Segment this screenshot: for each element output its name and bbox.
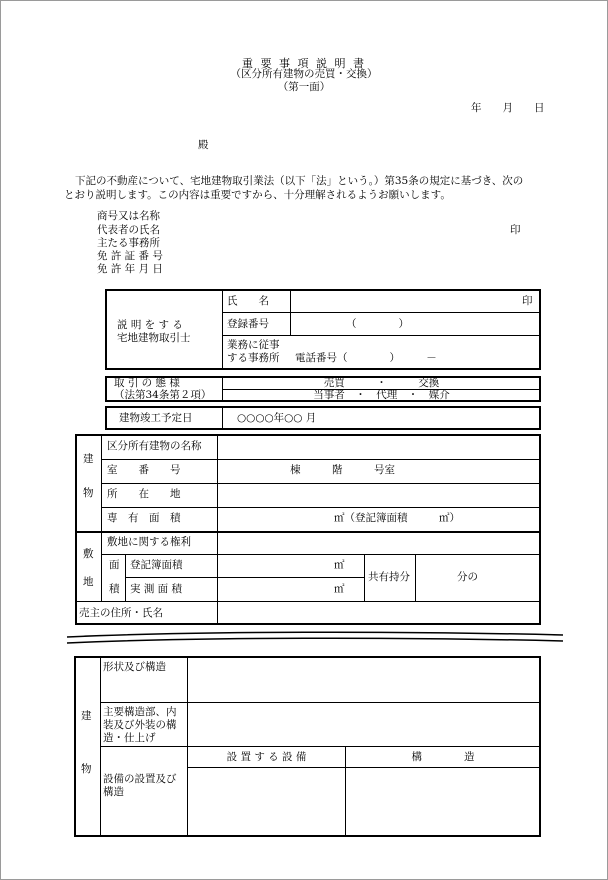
details-group-label-1: 建 [81, 710, 92, 722]
main-office-label: 主たる事務所 [97, 237, 160, 249]
registered-area-label: 登記簿面積 [130, 559, 183, 571]
details-group-label-2: 物 [81, 763, 92, 775]
seller-label: 売主の住所・氏名 [79, 607, 163, 619]
land-group-label-1: 敷 [83, 548, 94, 560]
transaction-options-1: 売買 ・ 交換 [323, 377, 440, 389]
building-group-label-1: 建 [83, 453, 94, 465]
break-line-top [67, 632, 563, 637]
registration-number-label: 登録番号 [227, 318, 269, 330]
agent-seal: 印 [522, 295, 533, 307]
land-rights-label: 敷地に関する権利 [107, 536, 191, 548]
location-label: 所 在 地 [107, 488, 181, 500]
office-label-2: する事務所 [227, 352, 280, 364]
completion-date-label: 建物竣工予定日 [119, 412, 193, 424]
room-number-label: 室 番 号 [107, 464, 181, 476]
phone-number-field: 電話番号（ ） － [295, 352, 437, 364]
license-date-label: 免 許 年 月 日 [97, 263, 163, 275]
measured-area-label: 実 測 面 積 [130, 583, 183, 595]
shape-structure-label: 形状及び構造 [103, 661, 166, 673]
completion-date-value: ○○○○年○○ 月 [237, 412, 317, 424]
agent-section-label-1: 説 明 を す る [117, 319, 183, 331]
area-group-bottom: 積 [109, 583, 120, 595]
installed-equipment-header: 設 置 す る 設 備 [226, 751, 307, 763]
measured-area-unit: ㎡ [334, 583, 345, 595]
office-label-1: 業務に従事 [227, 339, 280, 351]
document-subtitle: （区分所有建物の売買・交換） [230, 68, 378, 80]
property-table [75, 434, 541, 625]
intro-line-2: とおり説明します。この内容は重要ですから、十分理解されるようお願いします。 [64, 189, 451, 201]
equipment-label-2: 構造 [103, 786, 124, 798]
date-field: 年 月 日 [471, 102, 545, 114]
agent-name-label: 氏 名 [227, 295, 269, 307]
transaction-options-2: 当事者 ・ 代理 ・ 媒介 [313, 389, 450, 401]
transaction-label-2: （法第34条第２項） [114, 389, 212, 401]
break-line-bottom [67, 638, 563, 643]
share-label: 共有持分 [368, 571, 410, 583]
addressee-suffix: 殿 [198, 139, 209, 151]
license-number-label: 免 許 証 番 号 [97, 250, 163, 262]
area-group-top: 面 [109, 559, 120, 571]
land-group-label-2: 地 [83, 576, 94, 588]
main-structure-label-1: 主要構造部、内 [103, 706, 177, 718]
registration-number-value: （ ） [346, 318, 409, 330]
transaction-label-1: 取 引 の 態 様 [114, 377, 180, 389]
equipment-label-1: 設備の設置及び [103, 773, 177, 785]
registered-area-unit: ㎡ [334, 559, 345, 571]
trade-name-label: 商号又は名称 [97, 210, 160, 222]
exclusive-area-label: 専 有 面 積 [107, 512, 181, 524]
representative-label: 代表者の氏名 [97, 224, 160, 236]
structure-header: 構 造 [411, 751, 475, 763]
share-value: 分の [457, 571, 478, 583]
document-title: 重 要 事 項 説 明 書 [242, 57, 366, 70]
company-seal: 印 [510, 224, 521, 236]
building-name-label: 区分所有建物の名称 [107, 440, 202, 452]
intro-line-1: 下記の不動産について、宅地建物取引業法（以下「法」という。）第35条の規定に基づき、次の [75, 175, 524, 187]
agent-section-label-2: 宅地建物取引士 [117, 332, 191, 344]
page-break-lines [1, 627, 607, 649]
exclusive-area-value: ㎡（登記簿面積 ㎡） [334, 512, 460, 524]
main-structure-label-3: 造・仕上げ [103, 732, 156, 744]
room-number-value: 棟 階 号室 [290, 464, 395, 476]
page-label: （第一面） [277, 81, 331, 93]
main-structure-label-2: 装及び外装の構 [103, 719, 177, 731]
building-group-label-2: 物 [83, 487, 94, 499]
